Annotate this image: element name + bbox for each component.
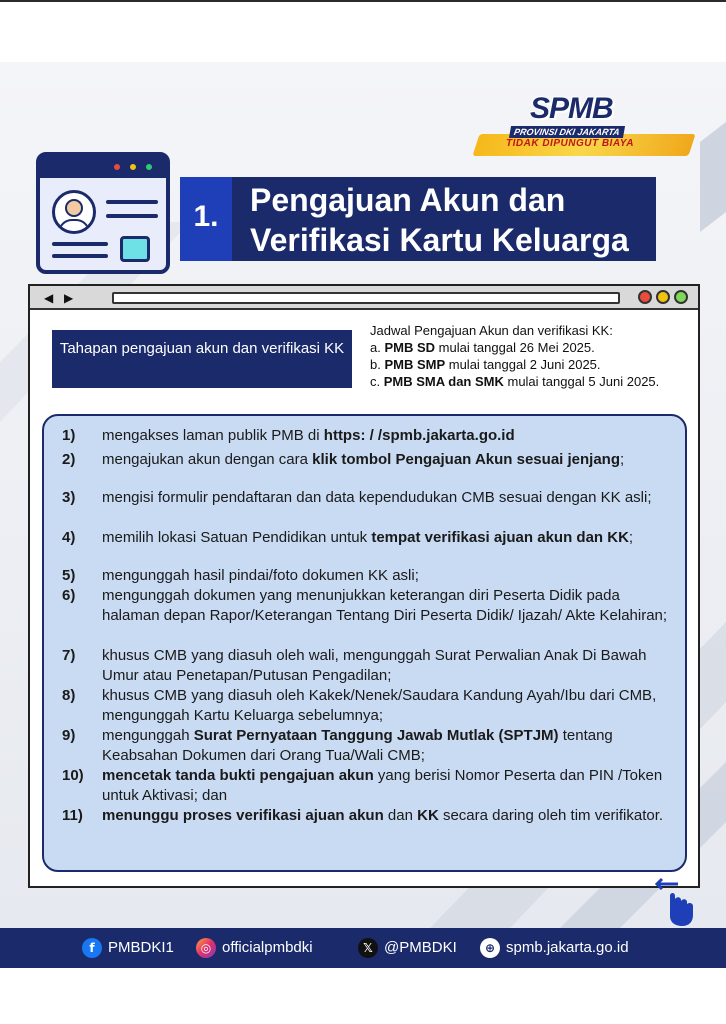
browser-window — [28, 284, 700, 888]
stage-label: Tahapan pengajuan akun dan verifikasi KK — [52, 330, 352, 388]
back-arrow-icon[interactable]: ◀ — [44, 291, 54, 305]
step-text: memilih lokasi Satuan Pendidikan untuk tempat verifikasi ajuan akun dan KK; — [102, 529, 634, 546]
x-label: @PMBDKI — [384, 939, 457, 956]
logo-tagline: TIDAK DIPUNGUT BIAYA — [506, 138, 634, 149]
steps-panel — [42, 414, 687, 872]
avatar-icon — [52, 190, 96, 234]
step-number-label: 2) — [62, 451, 76, 468]
close-circle-icon[interactable] — [638, 290, 652, 304]
step-number-label: 11) — [62, 807, 83, 824]
website-link[interactable] — [480, 938, 629, 958]
x-icon: 𝕏 — [358, 938, 378, 958]
maximize-circle-icon[interactable] — [674, 290, 688, 304]
step-text: khusus CMB yang diasuh oleh wali, mengunggah Surat Perwalian Anak Di Bawah Umur atau Penetapan/Putusan Pengadilan; — [102, 647, 647, 684]
icon-titlebar — [40, 156, 166, 178]
step-text: mengunggah Surat Pernyataan Tanggung Jawab Mutlak (SPTJM) tentang Keabsahan Dokumen dari Orang Tua/Wali CMB; — [102, 727, 613, 764]
spmb-logo — [470, 90, 700, 154]
page-title: Pengajuan Akun dan Verifikasi Kartu Keluarga — [250, 182, 629, 258]
step-text: mengunggah hasil pindai/foto dokumen KK asli; — [102, 567, 419, 584]
instagram-label: officialpmbdki — [222, 939, 313, 956]
facebook-link[interactable] — [82, 938, 174, 958]
step-number-label: 4) — [62, 529, 76, 546]
step-text: mengunggah dokumen yang menunjukkan keterangan diri Peserta Didik pada halaman depan Rapor/Keterangan Tentang Diri Peserta Didik/ Ijazah/ Akte Kelahiran; — [102, 587, 668, 624]
step-number-label: 6) — [62, 587, 76, 604]
icon-line — [106, 214, 158, 218]
step-text: mengajukan akun dengan cara klik tombol Pengajuan Akun sesuai jenjang; — [102, 451, 625, 468]
website-label: spmb.jakarta.go.id — [506, 939, 629, 956]
step-text: mencetak tanda bukti pengajuan akun yang berisi Nomor Peserta dan PIN /Token untuk Aktivasi; dan — [102, 767, 663, 804]
schedule — [370, 322, 694, 390]
facebook-icon: f — [82, 938, 102, 958]
step-number: 1. — [193, 200, 219, 233]
step-text: khusus CMB yang diasuh oleh Kakek/Nenek/Saudara Kandung Ayah/Ibu dari CMB, mengunggah Kartu Keluarga sebelumnya; — [102, 687, 657, 724]
avatar-body — [58, 219, 90, 234]
schedule-item: b. PMB SMP mulai tanggal 2 Juni 2025. — [370, 357, 601, 372]
minimize-circle-icon[interactable] — [656, 290, 670, 304]
forward-arrow-icon[interactable]: ▶ — [64, 291, 74, 305]
top-divider — [0, 0, 726, 2]
icon-line — [52, 254, 108, 258]
step-text: mengakses laman publik PMB di https: / /spmb.jakarta.go.id — [102, 427, 515, 444]
icon-dot-red — [112, 162, 122, 172]
social-footer — [0, 928, 726, 968]
x-link[interactable] — [358, 938, 457, 958]
schedule-item: a. PMB SD mulai tanggal 26 Mei 2025. — [370, 340, 595, 355]
icon-line — [52, 242, 108, 246]
step-number-label: 5) — [62, 567, 76, 584]
step-number-label: 10) — [62, 767, 84, 784]
avatar-head — [65, 199, 83, 217]
icon-line — [106, 200, 158, 204]
step-number-label: 3) — [62, 489, 76, 506]
globe-icon: ⊕ — [480, 938, 500, 958]
hand-pointer-icon — [652, 876, 696, 928]
instagram-icon: ◎ — [196, 938, 216, 958]
step-text: menunggu proses verifikasi ajuan akun dan KK secara daring oleh tim verifikator. — [102, 807, 664, 824]
step-number-label: 9) — [62, 727, 76, 744]
icon-dot-yellow — [128, 162, 138, 172]
logo-title: SPMB — [530, 92, 613, 125]
icon-dot-green — [144, 162, 154, 172]
instagram-link[interactable] — [196, 938, 313, 958]
schedule-item: c. PMB SMA dan SMK mulai tanggal 5 Juni 2025. — [370, 374, 660, 389]
step-number-label: 1) — [62, 427, 76, 444]
browser-toolbar — [30, 286, 698, 310]
step-number-label: 8) — [62, 687, 76, 704]
browser-profile-icon — [36, 152, 170, 274]
step-text: mengisi formulir pendaftaran dan data kependudukan CMB sesuai dengan KK asli; — [102, 489, 652, 506]
facebook-label: PMBDKI1 — [108, 939, 174, 956]
schedule-intro: Jadwal Pengajuan Akun dan verifikasi KK: — [370, 323, 613, 338]
step-number-label: 7) — [62, 647, 76, 664]
address-bar[interactable] — [112, 292, 620, 304]
icon-cyan-square — [120, 236, 150, 262]
poster — [0, 62, 726, 928]
logo-subtitle: PROVINSI DKI JAKARTA — [509, 126, 625, 138]
